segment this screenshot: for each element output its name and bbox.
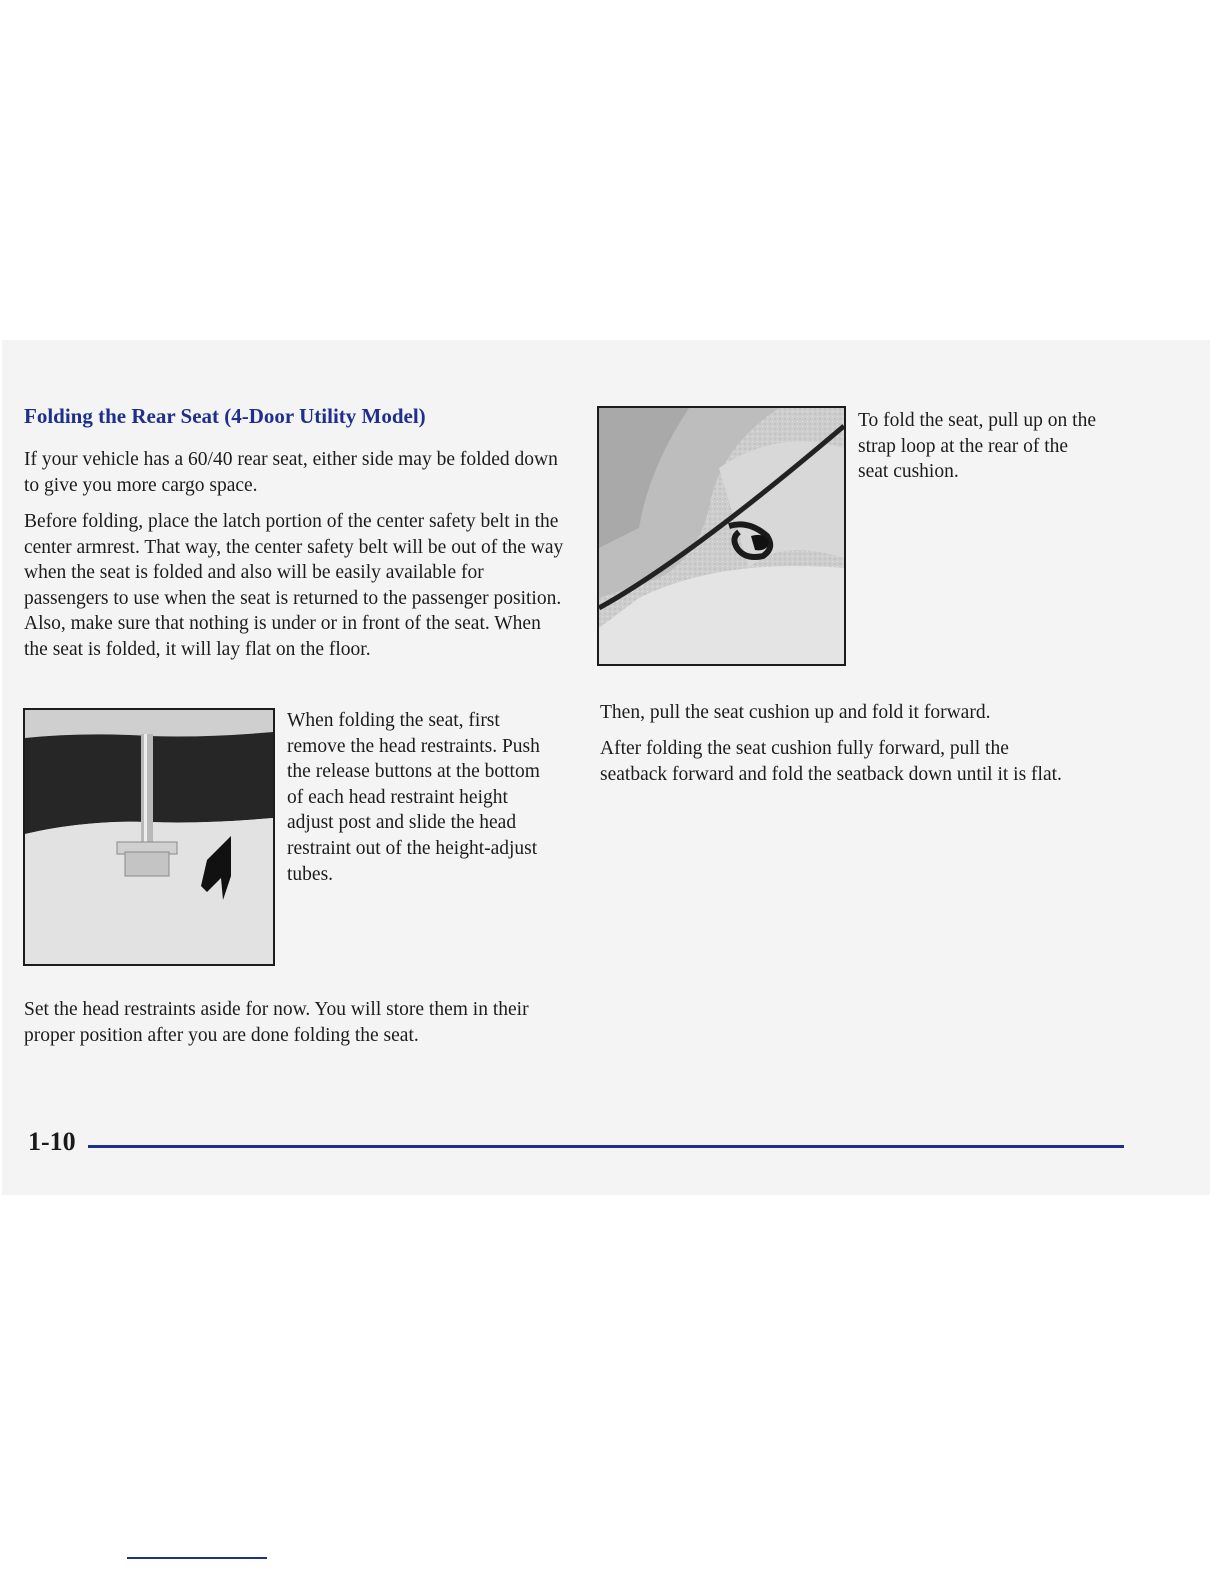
footer-rule	[88, 1145, 1124, 1148]
set-aside-paragraph: Set the head restraints aside for now. You will store them in their proper position after you are done folding the seat.	[24, 999, 529, 1046]
strap-loop-paragraph: To fold the seat, pull up on the strap loop at the rear of the seat cushion.	[858, 410, 1097, 483]
seatback-paragraph: After folding the seat cushion fully forward, pull the seatback forward and fold the seatback down until it is flat.	[600, 738, 1062, 785]
section-heading: Folding the Rear Seat (4-Door Utility Model)	[24, 404, 426, 428]
head-restraint-paragraph: When folding the seat, first remove the head restraints. Push the release buttons at the bottom of each head restraint height adjust post and slide the head restraint out of the height-adjust tubes.	[287, 710, 540, 885]
intro-paragraph: If your vehicle has a 60/40 rear seat, either side may be folded down to give you more cargo space.	[24, 449, 558, 496]
head-restraint-illustration	[25, 710, 273, 964]
strap-loop-photo	[597, 406, 846, 666]
before-folding-paragraph: Before folding, place the latch portion of the center safety belt in the center armrest. That way, the center safety belt will be out of the way when the seat is folded and also will be easily available for passengers to use when the seat is returned to the passenger position. Also, make sure that nothing is under or in front of the seat. When the seat is folded, it will lay flat on the floor.	[24, 511, 564, 660]
strap-loop-illustration	[599, 408, 844, 664]
cushion-paragraph: Then, pull the seat cushion up and fold it forward.	[600, 702, 991, 723]
page-number: 1-10	[28, 1127, 76, 1156]
bottom-mark-rule	[127, 1557, 267, 1559]
head-restraint-photo	[23, 708, 275, 966]
